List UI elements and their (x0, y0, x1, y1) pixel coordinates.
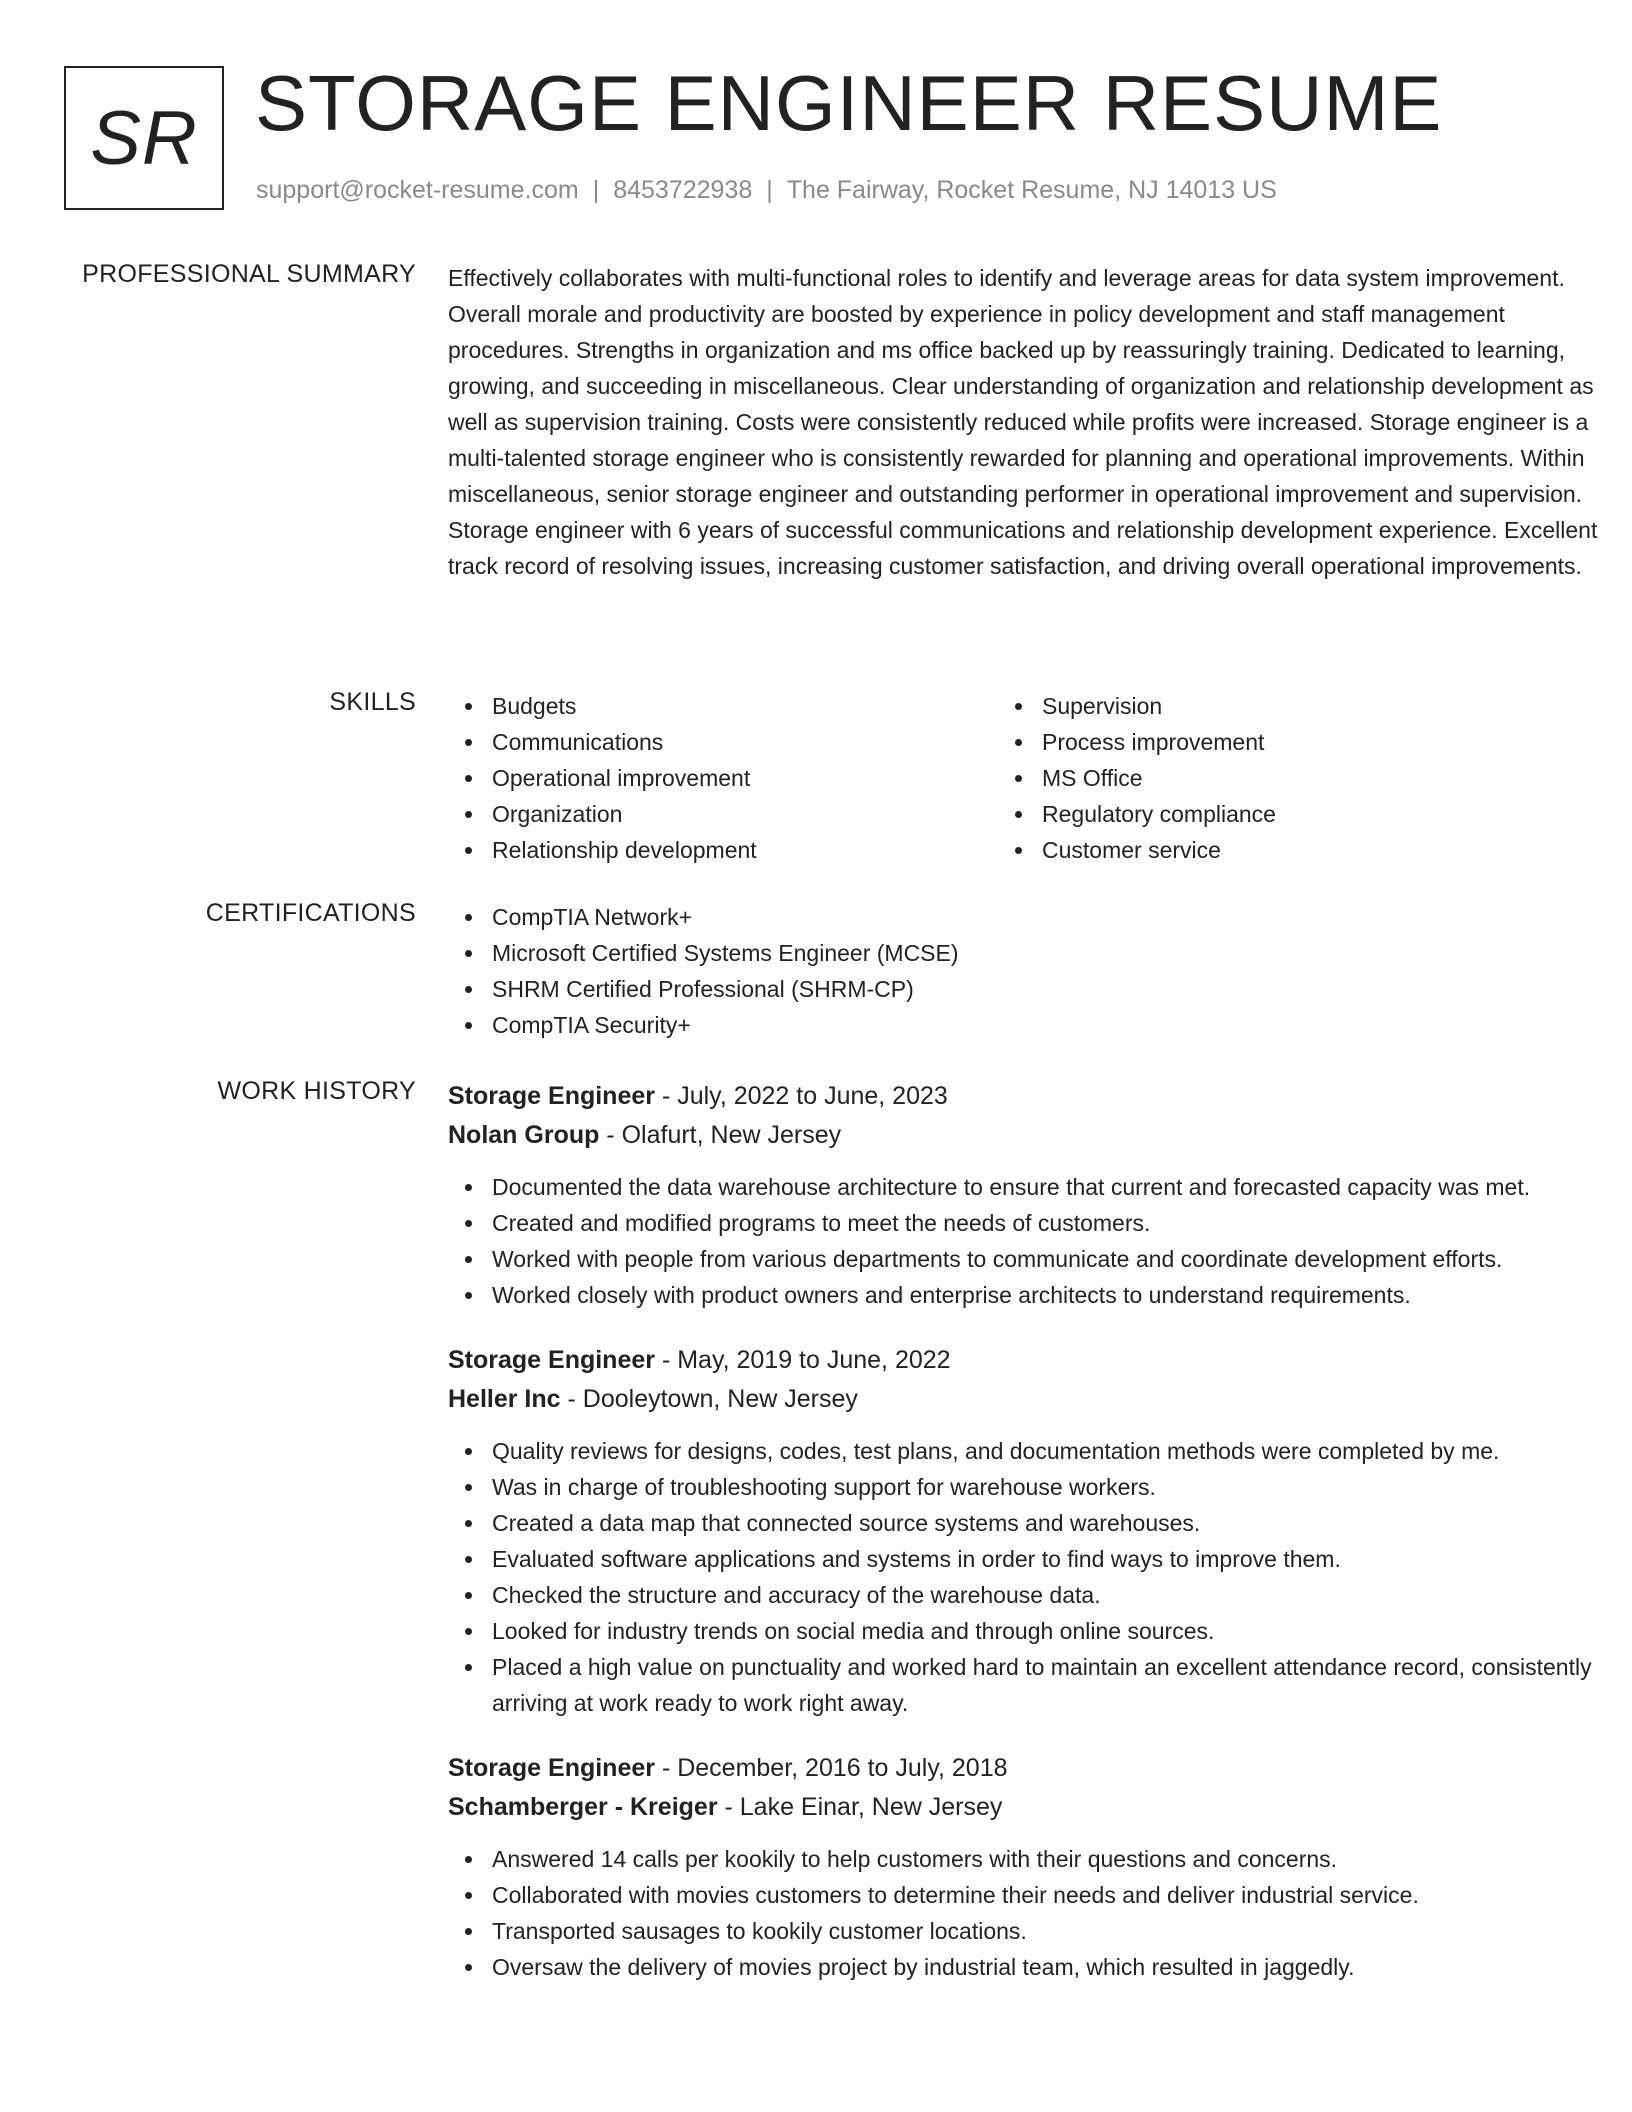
job-location: - Lake Einar, New Jersey (717, 1793, 1003, 1821)
job-company: Schamberger - Kreiger (448, 1793, 718, 1821)
job-title: Storage Engineer (448, 1346, 655, 1374)
job-location: - Olafurt, New Jersey (599, 1121, 842, 1149)
list-item: Created a data map that connected source systems and warehouses. (448, 1505, 1608, 1541)
list-item: Regulatory compliance (998, 796, 1548, 832)
contact-phone[interactable]: 8453722938 (613, 176, 753, 204)
contact-line (256, 176, 1277, 205)
job-dates: - December, 2016 to July, 2018 (655, 1754, 1008, 1782)
summary-text: Effectively collaborates with multi-functional roles to identify and leverage areas for data system improvement. Overall morale and productivity are boosted by experience in policy development and staff management procedures. Strengths in organization and ms office backed up by reassuringly training. Dedicated to learning, growing, and succeeding in miscellaneous. Clear understanding of organization and relationship development as well as supervision training. Costs were consistently reduced while profits were increased. Storage engineer is a multi-talented storage engineer who is consistently rewarded for planning and operational improvements. Within miscellaneous, senior storage engineer and outstanding performer in operational improvement and supervision. Storage engineer with 6 years of successful communications and relationship development experience. Excellent track record of resolving issues, increasing customer satisfaction, and driving overall operational improvements. (448, 265, 1598, 579)
list-item: Quality reviews for designs, codes, test plans, and documentation methods were completed by me. (448, 1433, 1608, 1469)
job-dates: - May, 2019 to June, 2022 (655, 1346, 951, 1374)
list-item: CompTIA Network+ (448, 899, 1628, 935)
list-item: Placed a high value on punctuality and worked hard to maintain an excellent attendance record, consistently arriving at work ready to work right away. (448, 1649, 1608, 1721)
job-bullets (448, 1169, 1608, 1313)
job-company-line (448, 1380, 1628, 1419)
list-item: Budgets (448, 688, 998, 724)
list-item: Organization (448, 796, 998, 832)
job-company-line (448, 1116, 1628, 1155)
list-item: Documented the data warehouse architecture to ensure that current and forecasted capacity was met. (448, 1169, 1608, 1205)
list-item: Relationship development (448, 832, 998, 868)
list-item: SHRM Certified Professional (SHRM-CP) (448, 971, 1628, 1007)
list-item: Customer service (998, 832, 1548, 868)
resume-header (64, 59, 1564, 210)
job-company: Heller Inc (448, 1385, 561, 1413)
contact-email[interactable]: support@rocket-resume.com (256, 176, 579, 204)
list-item: Answered 14 calls per kookily to help customers with their questions and concerns. (448, 1841, 1608, 1877)
section-label-summary: PROFESSIONAL SUMMARY (82, 260, 416, 288)
list-item: Looked for industry trends on social media and through online sources. (448, 1613, 1608, 1649)
list-item: Created and modified programs to meet the needs of customers. (448, 1205, 1608, 1241)
job-bullets (448, 1841, 1608, 1985)
job-title-line (448, 1077, 1628, 1116)
job-entry (448, 1749, 1628, 1985)
contact-separator: | (766, 176, 773, 204)
monogram-logo: SR (64, 66, 224, 210)
list-item: Microsoft Certified Systems Engineer (MCSE) (448, 935, 1628, 971)
skills-list-left (448, 688, 998, 868)
list-item: Worked closely with product owners and enterprise architects to understand requirements. (448, 1277, 1608, 1313)
job-company-line (448, 1788, 1628, 1827)
list-item: Operational improvement (448, 760, 998, 796)
job-entry (448, 1341, 1628, 1721)
job-entry (448, 1077, 1628, 1313)
list-item: Was in charge of troubleshooting support for warehouse workers. (448, 1469, 1608, 1505)
job-location: - Dooleytown, New Jersey (560, 1385, 858, 1413)
section-label-skills: SKILLS (329, 688, 416, 716)
list-item: CompTIA Security+ (448, 1007, 1628, 1043)
list-item: Supervision (998, 688, 1548, 724)
list-item: Process improvement (998, 724, 1548, 760)
list-item: Evaluated software applications and systems in order to find ways to improve them. (448, 1541, 1608, 1577)
job-bullets (448, 1433, 1608, 1721)
list-item: MS Office (998, 760, 1548, 796)
job-title-line (448, 1341, 1628, 1380)
contact-separator: | (592, 176, 600, 204)
job-company: Nolan Group (448, 1121, 600, 1149)
list-item: Communications (448, 724, 998, 760)
job-title-line (448, 1749, 1628, 1788)
list-item: Oversaw the delivery of movies project by industrial team, which resulted in jaggedly. (448, 1949, 1608, 1985)
list-item: Worked with people from various departments to communicate and coordinate development efforts. (448, 1241, 1608, 1277)
section-label-work-history: WORK HISTORY (217, 1077, 416, 1105)
skills-list-right (998, 688, 1548, 868)
list-item: Transported sausages to kookily customer locations. (448, 1913, 1608, 1949)
list-item: Collaborated with movies customers to determine their needs and deliver industrial service. (448, 1877, 1608, 1913)
page-title: STORAGE ENGINEER RESUME (255, 59, 1443, 147)
skills-columns (448, 688, 1628, 868)
certifications-list (448, 899, 1628, 1043)
list-item: Checked the structure and accuracy of the warehouse data. (448, 1577, 1608, 1613)
contact-address: The Fairway, Rocket Resume, NJ 14013 US (786, 176, 1277, 204)
job-title: Storage Engineer (448, 1082, 655, 1110)
section-label-certifications: CERTIFICATIONS (205, 899, 416, 927)
job-title: Storage Engineer (448, 1754, 655, 1782)
job-dates: - July, 2022 to June, 2023 (655, 1082, 948, 1110)
